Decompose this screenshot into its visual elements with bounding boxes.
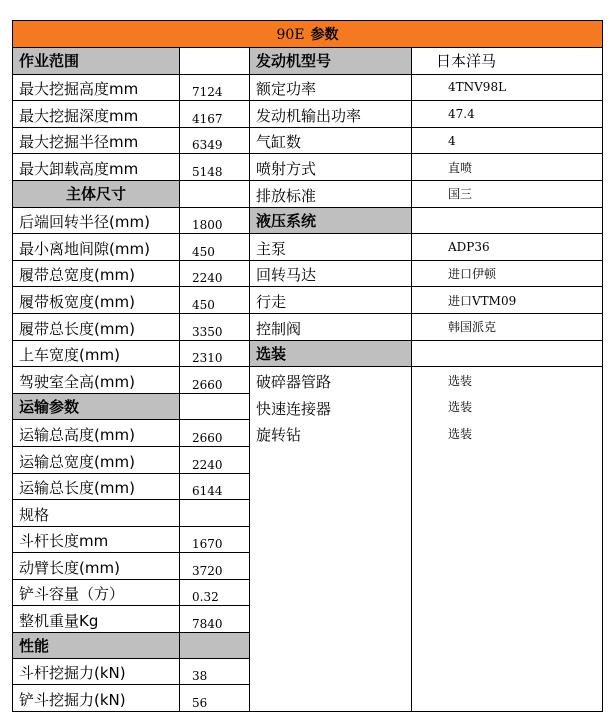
value-bucket-capacity: 0.32 — [180, 579, 250, 606]
label-bucket-force: 铲斗挖掘力(kN) — [13, 685, 180, 712]
empty-cell — [250, 500, 412, 527]
header-transport: 运输参数 — [13, 393, 180, 420]
label-quick-coupler: 快速连接器 — [250, 393, 412, 420]
empty-cell — [412, 446, 603, 473]
value-max-dig-radius: 6349 — [180, 127, 250, 154]
empty-cell — [412, 473, 603, 500]
label-track-shoe-width: 履带板宽度(mm) — [13, 287, 180, 314]
label-bucket-capacity: 铲斗容量（方） — [13, 579, 180, 606]
sheet-title — [13, 21, 603, 48]
value-track-total-length: 3350 — [180, 313, 250, 340]
header-options: 选装 — [250, 340, 412, 367]
label-max-dump-height: 最大卸载高度mm — [13, 154, 180, 181]
value-boom-length: 3720 — [180, 553, 250, 580]
value-transport-height: 2660 — [180, 420, 250, 447]
value-operating-weight: 7840 — [180, 606, 250, 633]
empty-cell — [180, 633, 250, 659]
value-max-dump-height: 5148 — [180, 154, 250, 181]
label-rated-power: 额定功率 — [250, 74, 412, 101]
empty-cell — [250, 473, 412, 500]
value-rotary-drill: 选装 — [412, 420, 603, 447]
empty-cell — [412, 685, 603, 712]
engine-model-value: 日本洋马 — [412, 48, 603, 75]
value-arm-length: 1670 — [180, 526, 250, 553]
label-breaker-piping: 破碎器管路 — [250, 367, 412, 394]
label-cab-height: 驾驶室全高(mm) — [13, 367, 180, 394]
value-travel: 进口VTM09 — [412, 287, 603, 314]
empty-cell — [180, 48, 250, 75]
label-control-valve: 控制阀 — [250, 313, 412, 340]
value-rated-power: 4TNV98L — [412, 74, 603, 101]
value-spec — [180, 500, 250, 527]
empty-cell — [412, 606, 603, 633]
label-swing-motor: 回转马达 — [250, 260, 412, 287]
label-transport-width: 运输总宽度(mm) — [13, 446, 180, 473]
empty-cell — [250, 685, 412, 712]
empty-cell — [180, 393, 250, 420]
value-arm-force: 38 — [180, 658, 250, 685]
empty-cell — [250, 446, 412, 473]
label-injection: 喷射方式 — [250, 154, 412, 181]
empty-cell — [250, 553, 412, 580]
value-tail-swing-radius: 1800 — [180, 207, 250, 234]
empty-cell — [412, 633, 603, 659]
label-travel: 行走 — [250, 287, 412, 314]
value-breaker-piping: 选装 — [412, 367, 603, 394]
empty-cell — [412, 553, 603, 580]
empty-cell — [412, 526, 603, 553]
title-suffix: 参数 — [310, 27, 339, 43]
label-boom-length: 动臂长度(mm) — [13, 553, 180, 580]
label-spec: 规格 — [13, 500, 180, 527]
empty-cell — [412, 658, 603, 685]
empty-cell — [250, 579, 412, 606]
empty-cell — [180, 180, 250, 207]
empty-cell — [412, 207, 603, 234]
value-engine-output: 47.4 — [412, 101, 603, 128]
label-cylinders: 气缸数 — [250, 127, 412, 154]
label-main-pump: 主泵 — [250, 234, 412, 261]
label-transport-length: 运输总长度(mm) — [13, 473, 180, 500]
empty-cell — [250, 658, 412, 685]
label-max-dig-height: 最大挖掘高度mm — [13, 74, 180, 101]
value-upper-width: 2310 — [180, 340, 250, 367]
label-emission: 排放标准 — [250, 180, 412, 207]
value-swing-motor: 进口伊顿 — [412, 260, 603, 287]
label-arm-length: 斗杆长度mm — [13, 526, 180, 553]
value-injection: 直喷 — [412, 154, 603, 181]
label-rotary-drill: 旋转钻 — [250, 420, 412, 447]
value-control-valve: 韩国派克 — [412, 313, 603, 340]
label-min-ground-clearance: 最小离地间隙(mm) — [13, 234, 180, 261]
value-cab-height: 2660 — [180, 367, 250, 394]
header-hydraulics: 液压系统 — [250, 207, 412, 234]
model-name: 90E — [276, 27, 305, 43]
spec-table — [12, 20, 603, 712]
value-max-dig-height: 7124 — [180, 74, 250, 101]
header-main-dimensions: 主体尺寸 — [13, 180, 180, 207]
label-track-total-width: 履带总宽度(mm) — [13, 260, 180, 287]
value-emission: 国三 — [412, 180, 603, 207]
empty-cell — [250, 606, 412, 633]
value-quick-coupler: 选装 — [412, 393, 603, 420]
empty-cell — [412, 340, 603, 367]
empty-cell — [412, 500, 603, 527]
header-work-range: 作业范围 — [13, 48, 180, 75]
label-arm-force: 斗杆挖掘力(kN) — [13, 658, 180, 685]
value-min-ground-clearance: 450 — [180, 234, 250, 261]
label-max-dig-radius: 最大挖掘半径mm — [13, 127, 180, 154]
empty-cell — [412, 579, 603, 606]
label-track-total-length: 履带总长度(mm) — [13, 313, 180, 340]
label-operating-weight: 整机重量Kg — [13, 606, 180, 633]
label-transport-height: 运输总高度(mm) — [13, 420, 180, 447]
empty-cell — [250, 526, 412, 553]
header-performance: 性能 — [13, 633, 180, 659]
value-track-total-width: 2240 — [180, 260, 250, 287]
value-bucket-force: 56 — [180, 685, 250, 712]
value-track-shoe-width: 450 — [180, 287, 250, 314]
empty-cell — [250, 633, 412, 659]
label-max-dig-depth: 最大挖掘深度mm — [13, 101, 180, 128]
value-main-pump: ADP36 — [412, 234, 603, 261]
value-cylinders: 4 — [412, 127, 603, 154]
value-transport-width: 2240 — [180, 446, 250, 473]
header-engine-model: 发动机型号 — [250, 48, 412, 75]
value-transport-length: 6144 — [180, 473, 250, 500]
label-engine-output: 发动机输出功率 — [250, 101, 412, 128]
value-max-dig-depth: 4167 — [180, 101, 250, 128]
label-tail-swing-radius: 后端回转半径(mm) — [13, 207, 180, 234]
label-upper-width: 上车宽度(mm) — [13, 340, 180, 367]
